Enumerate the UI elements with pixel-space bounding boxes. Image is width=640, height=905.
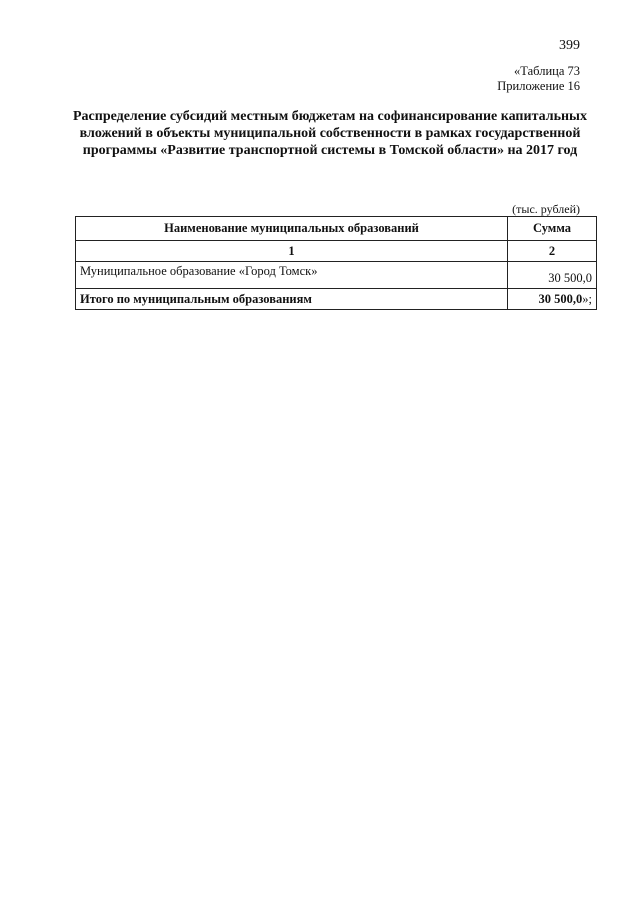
total-value: 30 500,0 <box>538 291 583 306</box>
document-title: Распределение субсидий местным бюджетам на софинансирование капитальных вложений в объекты муниципальной собственности в рамках государственной программы «Развитие транспортной системы в Томской области» на 2017 год <box>72 109 587 158</box>
column-number-row <box>76 241 597 262</box>
table-row <box>76 262 597 289</box>
header-municipality-name: Наименование муниципальных образований <box>76 217 508 241</box>
row-sum-value: 30 500,0 <box>508 262 597 289</box>
table-reference <box>497 64 580 94</box>
closing-quote-suffix: »; <box>582 291 592 306</box>
appendix-label: Приложение 16 <box>497 79 580 93</box>
page-number: 399 <box>559 38 580 53</box>
total-label: Итого по муниципальным образованиям <box>76 289 508 310</box>
total-row <box>76 289 597 310</box>
column-number-1: 1 <box>76 241 508 262</box>
subsidy-table <box>75 216 597 310</box>
table-label: «Таблица 73 <box>514 64 580 78</box>
column-number-2: 2 <box>508 241 597 262</box>
header-sum: Сумма <box>508 217 597 241</box>
table-header-row <box>76 217 597 241</box>
units-label: (тыс. рублей) <box>512 202 580 216</box>
total-cell <box>508 289 597 310</box>
row-municipality-name: Муниципальное образование «Город Томск» <box>76 262 508 289</box>
